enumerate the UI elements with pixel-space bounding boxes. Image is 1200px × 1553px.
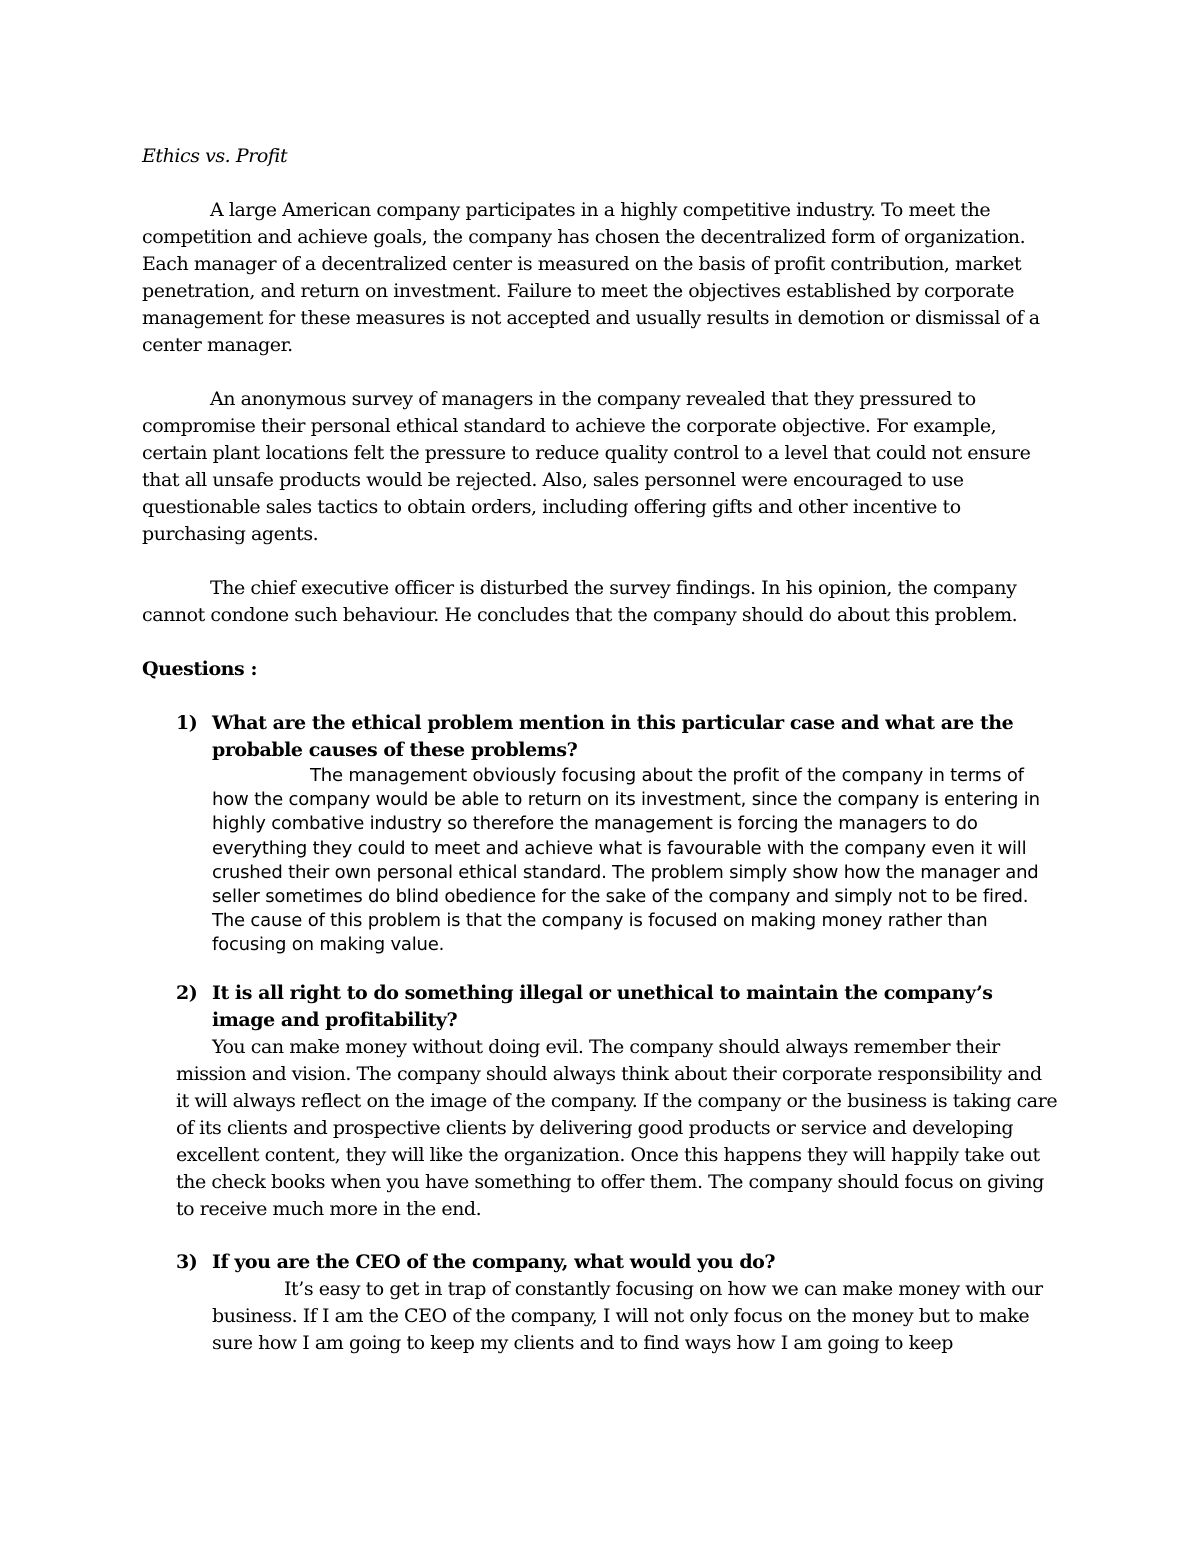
question-item — [142, 1249, 1060, 1357]
answer-text: You can make money without doing evil. The company should always remember their mission and vision. The company should always think about their corporate responsibility and it will always reflect on the image of the company. If the company or the business is taking care of its clients and prospective clients by delivering good products or service and developing excellent content, they will like the organization. Once this happens they will happily take out the check books when you have something to offer them. The company should focus on giving to receive much more in the end. — [176, 1035, 1058, 1220]
paragraph-intro: A large American company participates in a highly competitive industry. To meet the competition and achieve goals, the company has chosen the decentralized form of organization. Each manager of a decentralized center is measured on the basis of profit contribution, market penetration, and return on investment. Failure to meet the objectives established by corporate management for these measures is not accepted and usually results in demotion or dismissal of a center manager. — [142, 199, 1040, 356]
questions-heading: Questions : — [142, 658, 258, 680]
question-number: 3) — [176, 1250, 198, 1273]
question-number: 2) — [176, 981, 198, 1004]
questions-list — [142, 710, 1060, 1357]
answer-text: The management obviously focusing about the profit of the company in terms of how the company would be able to return on its investment, since the company is entering in highly combative industry so therefore the management is forcing the managers to do everything they could to meet and achieve what is favourable with the company even it will crushed their own personal ethical standard. The problem simply show how the manager and seller sometimes do blind obedience for the sake of the company and simply not to be fired. The cause of this problem is that the company is focused on making money rather than focusing on making value. — [212, 765, 1040, 956]
document-title: Ethics vs. Profit — [142, 145, 288, 167]
paragraph-ceo: The chief executive officer is disturbed the survey findings. In his opinion, the company cannot condone such behaviour. He concludes that the company should do about this problem. — [142, 577, 1018, 626]
question-item — [142, 710, 1060, 958]
question-item — [142, 980, 1060, 1223]
document-body — [142, 143, 1060, 1357]
question-number: 1) — [176, 712, 198, 734]
question-text: If you are the CEO of the company, what would you do? — [212, 1250, 776, 1273]
paragraph-survey: An anonymous survey of managers in the company revealed that they pressured to compromise their personal ethical standard to achieve the corporate objective. For example, certain plant locations felt the pressure to reduce quality control to a level that could not ensure that all unsafe products would be rejected. Also, sales personnel were encouraged to use questionable sales tactics to obtain orders, including offering gifts and other incentive to purchasing agents. — [142, 388, 1031, 545]
question-text: It is all right to do something illegal or unethical to maintain the company’s image and profitability? — [212, 981, 993, 1031]
question-text: What are the ethical problem mention in this particular case and what are the probable causes of these problems? — [212, 712, 1014, 761]
answer-text: It’s easy to get in trap of constantly focusing on how we can make money with our business. If I am the CEO of the company, I will not only focus on the money but to make sure how I am going to keep my clients and to find ways how I am going to keep — [212, 1277, 1043, 1354]
